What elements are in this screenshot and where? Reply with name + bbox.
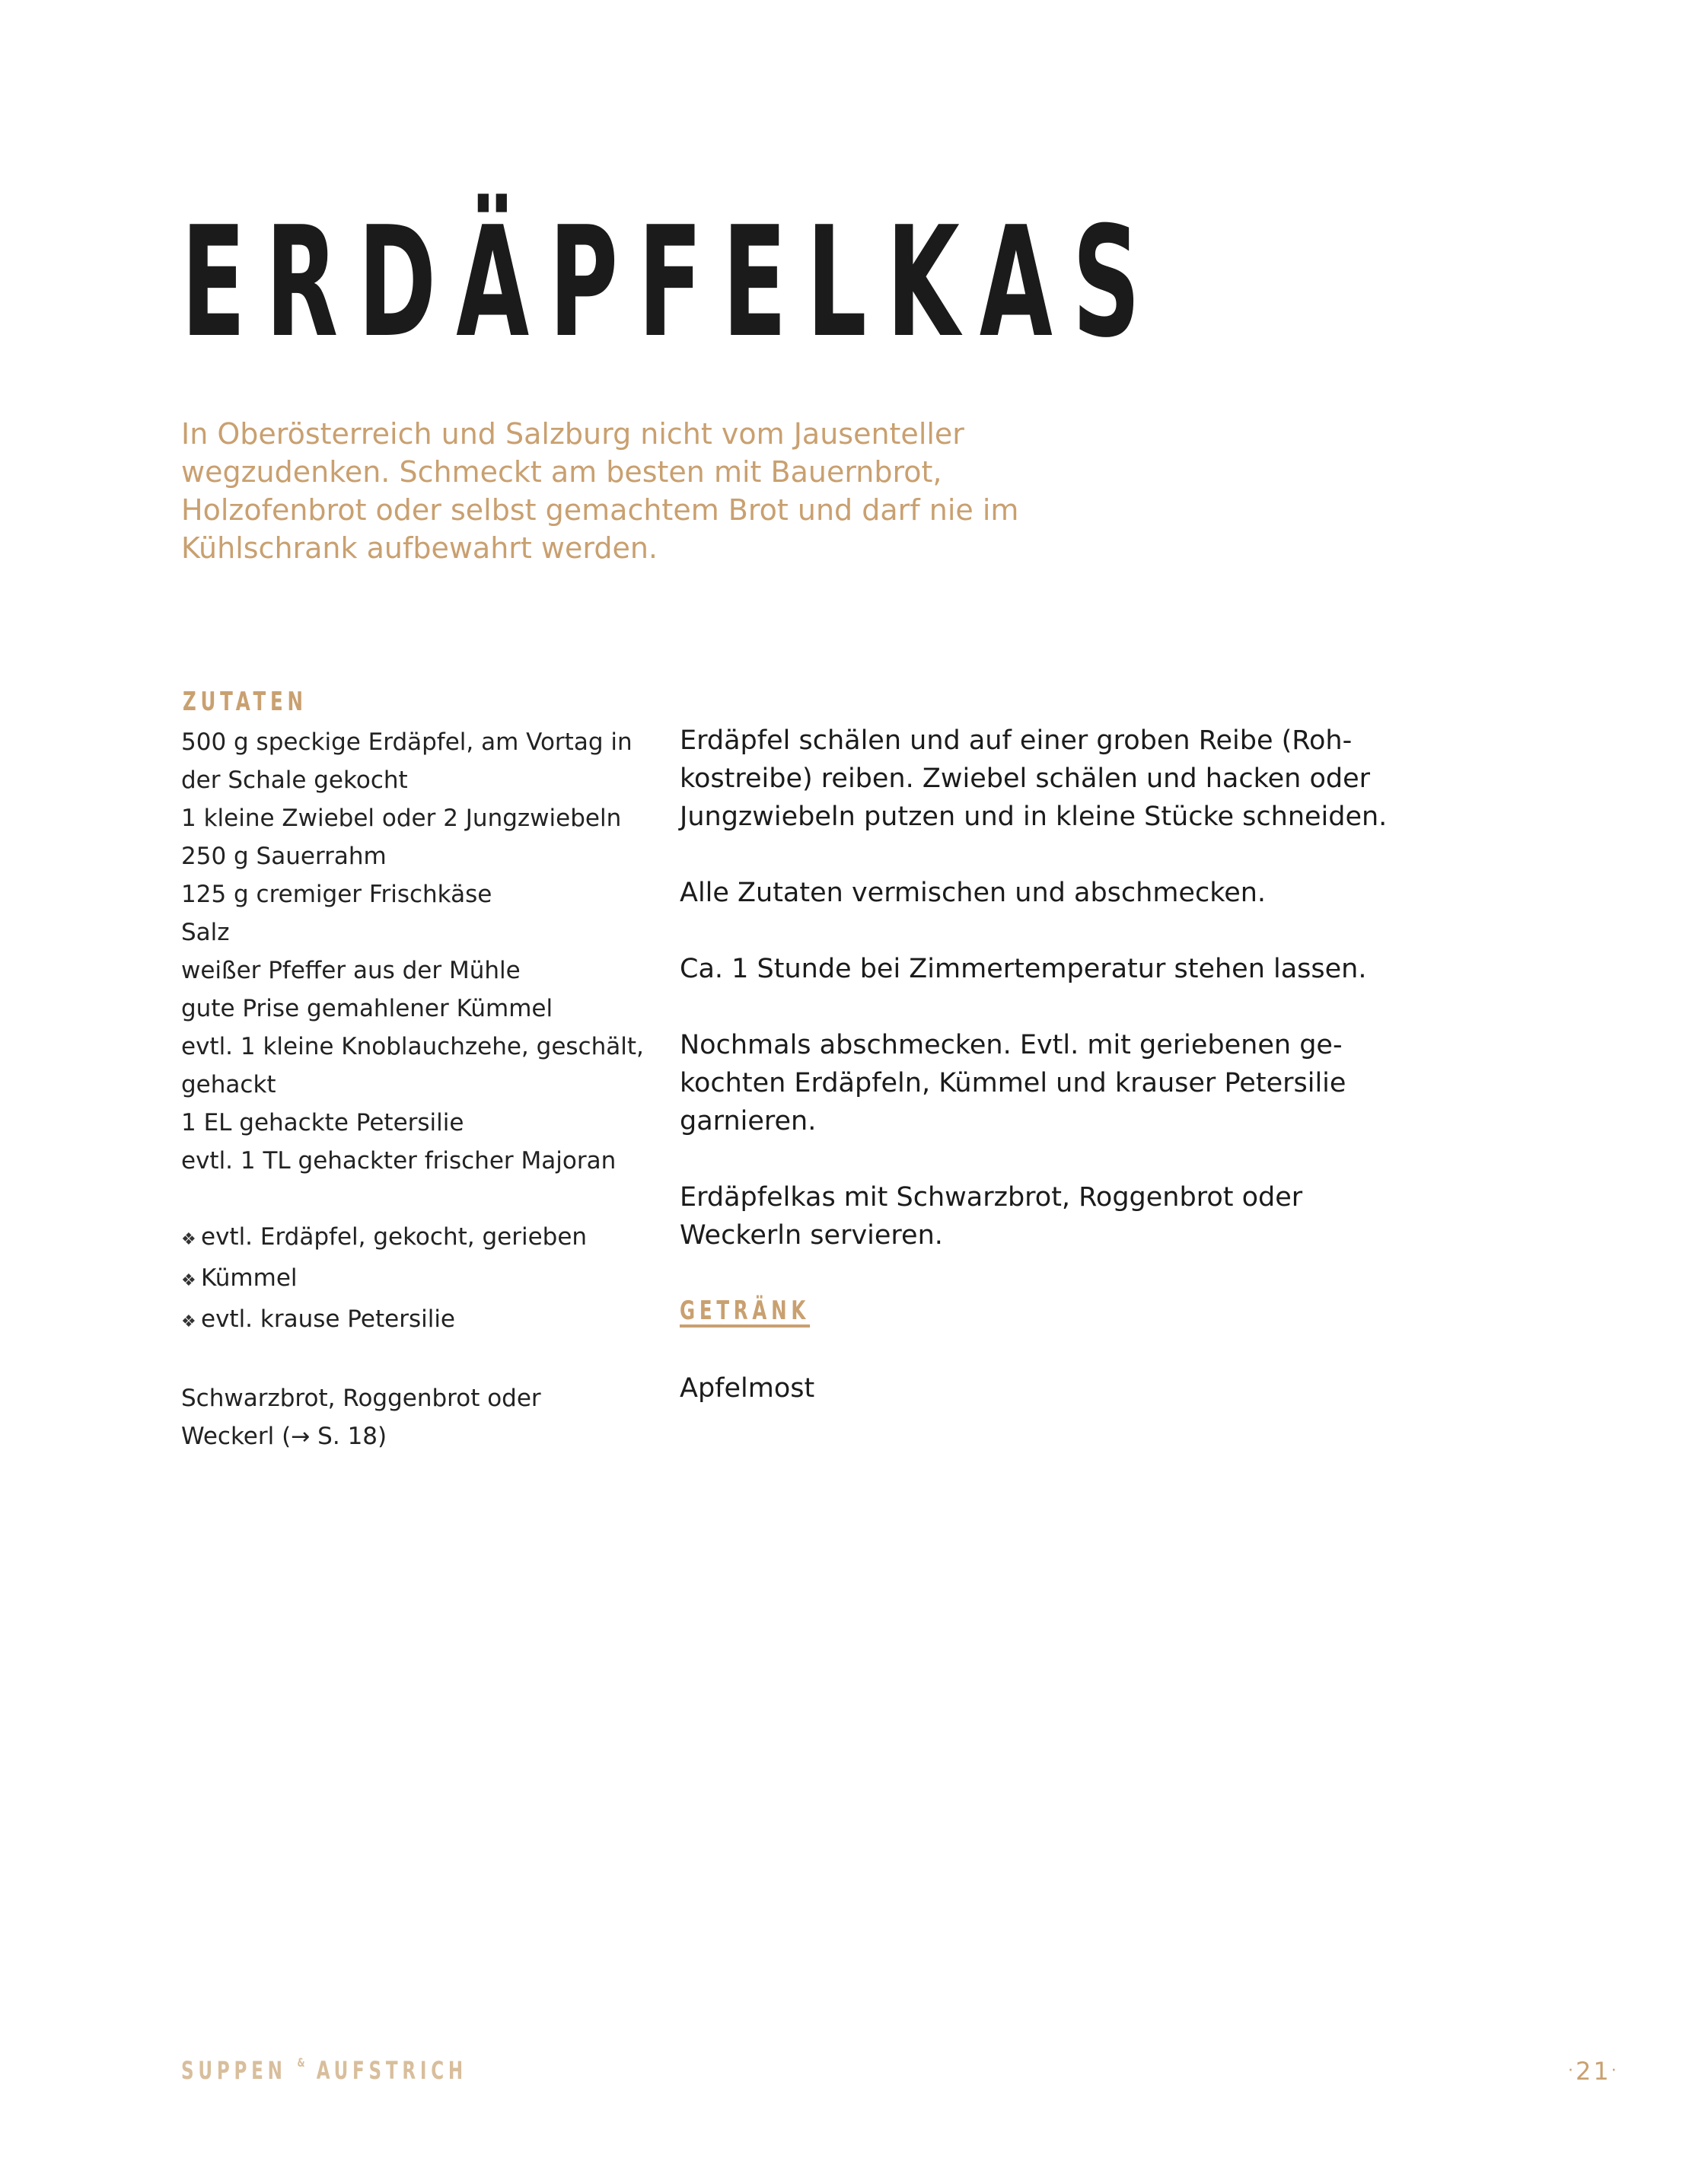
ingredient-item: 250 g Sauerrahm: [181, 843, 387, 870]
ingredient-item: 1 kleine Zwiebel oder 2 Jungzwiebeln: [181, 805, 622, 832]
ingredients-list: [181, 723, 653, 1456]
drink-value: Apfelmost: [680, 1373, 815, 1404]
garnish-label: Kümmel: [201, 1264, 298, 1292]
garnish-label: evtl. Erdäpfel, gekocht, gerieben: [201, 1223, 588, 1251]
page-number-dot-right: ·: [1611, 2061, 1619, 2080]
serve-with-line: Schwarzbrot, Roggenbrot oder: [181, 1385, 541, 1412]
ingredient-item: gehackt: [181, 1071, 276, 1098]
garnish-item: [181, 1218, 653, 1259]
step-paragraph: Nochmals abschmecken. Evtl. mit geriebenen ge-kochten Erdäpfeln, Kümmel und krauser Petersilie garnieren.: [680, 1030, 1346, 1136]
footer-section-part1: SUPPEN: [181, 2056, 287, 2085]
garnish-item: [181, 1259, 653, 1300]
ingredient-item: evtl. 1 kleine Knoblauchzehe, geschält,: [181, 1033, 644, 1060]
ingredient-item: 500 g speckige Erdäpfel, am Vortag in: [181, 728, 633, 756]
diamond-bullet-icon: ❖: [181, 1230, 196, 1249]
preparation-steps: [680, 722, 1403, 1293]
serve-ref-prefix: Weckerl (: [181, 1423, 292, 1450]
drink-heading: GETRÄNK: [680, 1296, 811, 1326]
list-spacer: [181, 1341, 653, 1379]
footer-section-part2: AUFSTRICH: [316, 2056, 467, 2085]
diamond-bullet-icon: ❖: [181, 1271, 196, 1290]
step-paragraph: Erdäpfelkas mit Schwarzbrot, Roggenbrot oder Weckerln servieren.: [680, 1182, 1303, 1251]
ingredient-item: 1 EL gehackte Petersilie: [181, 1109, 464, 1136]
garnish-label: evtl. krause Petersilie: [201, 1305, 456, 1333]
footer-section-label: [181, 2055, 467, 2085]
serve-with-reference[interactable]: [181, 1417, 653, 1456]
ingredient-item: 125 g cremiger Frischkäse: [181, 881, 492, 908]
page-number-dot-left: ·: [1568, 2061, 1576, 2080]
ingredients-heading: ZUTATEN: [183, 687, 308, 717]
footer-section-amp: &: [297, 2055, 306, 2070]
ingredient-item: gute Prise gemahlener Kümmel: [181, 995, 553, 1022]
serve-ref-suffix: S. 18): [310, 1423, 387, 1450]
ingredient-item: der Schale gekocht: [181, 767, 408, 794]
diamond-bullet-icon: ❖: [181, 1312, 196, 1331]
list-spacer: [181, 1180, 653, 1218]
step-paragraph: Alle Zutaten vermischen und abschmecken.: [680, 878, 1267, 908]
page-number: [1568, 2057, 1619, 2086]
ingredient-item: weißer Pfeffer aus der Mühle: [181, 957, 521, 984]
step-paragraph: Erdäpfel schälen und auf einer groben Reibe (Roh-kostreibe) reiben. Zwiebel schälen und hacken oder Jungzwiebeln putzen und in kleine Stücke schneiden.: [680, 725, 1388, 832]
ingredient-item: Salz: [181, 919, 230, 946]
arrow-right-icon: →: [291, 1423, 311, 1450]
recipe-intro: In Oberösterreich und Salzburg nicht vom Jausenteller wegzudenken. Schmeckt am besten mit Bauernbrot, Holzofenbrot oder selbst gemachtem Brot und darf nie im Kühlschrank aufbewahrt werden.: [181, 417, 1019, 565]
step-paragraph: Ca. 1 Stunde bei Zimmertemperatur stehen lassen.: [680, 954, 1367, 984]
recipe-title: ERDÄPFELKAS: [181, 194, 1161, 371]
page-number-value: 21: [1576, 2057, 1611, 2086]
ingredient-item: evtl. 1 TL gehackter frischer Majoran: [181, 1147, 617, 1175]
garnish-item: [181, 1300, 653, 1341]
